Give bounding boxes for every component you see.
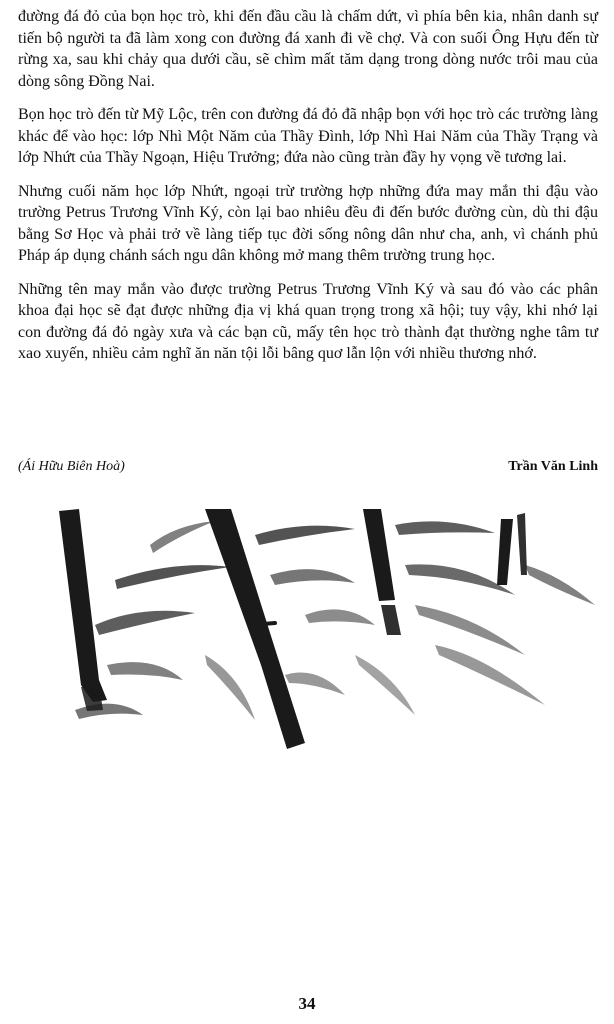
signature-line (18, 459, 598, 479)
author-name: Trần Văn Linh (508, 459, 598, 474)
paragraph-2: Bọn học trò đến từ Mỹ Lộc, trên con đường đá đỏ đã nhập bọn với học trò các trường làng khác để vào học: lớp Nhì Một Năm của Thầy Đình, lớp Nhì Hai Năm của Thầy Trạng và lớp Nhứt của Thầy Ngoạn, Hiệu Trưởng; đứa nào cũng tràn đầy hy vọng về tương lai. (18, 106, 598, 166)
page-number: 34 (298, 994, 316, 1013)
paragraph-3: Nhưng cuối năm học lớp Nhứt, ngoại trừ trường hợp những đứa may mắn thi đậu vào trường Petrus Trương Vĩnh Ký, còn lại bao nhiêu đều đi đến bước đường cùn, dù thi đậu bằng Sơ Học và phải trở về làng tiếp tục đời sống nông dân như cha, anh, vì chánh phủ Pháp áp dụng chánh sách ngu dân không mở mang thêm trường trung học. (18, 182, 598, 264)
author-location: (Ái Hữu Biên Hoà) (18, 459, 125, 474)
paragraph-1: đường đá đỏ của bọn học trò, khi đến đầu cầu là chấm dứt, vì phía bên kia, nhân danh sự tiến bộ người ta đã làm xong con đường đá xanh đi về chợ. Và con suối Ông Hựu đến từ rừng xa, sau khi chảy qua dưới cầu, sẽ chìm mất tăm dạng trong dòng nước trôi mau của dòng sông Đồng Nai. (18, 8, 598, 90)
bamboo-illustration (55, 505, 605, 760)
paragraph-4: Những tên may mắn vào được trường Petrus Trương Vĩnh Ký và sau đó vào các phân khoa đại học sẽ đạt được những địa vị khá quan trọng trong xã hội; tuy vậy, khi nhớ lại con đường đá đỏ ngày xưa và các bạn cũ, mấy tên học trò thành đạt thường nghe tâm tư xao xuyến, nhiều cảm nghĩ ăn năn tội lỗi bâng quơ lẫn lộn với nhiều thương nhớ. (18, 280, 598, 362)
body-text (18, 6, 598, 377)
